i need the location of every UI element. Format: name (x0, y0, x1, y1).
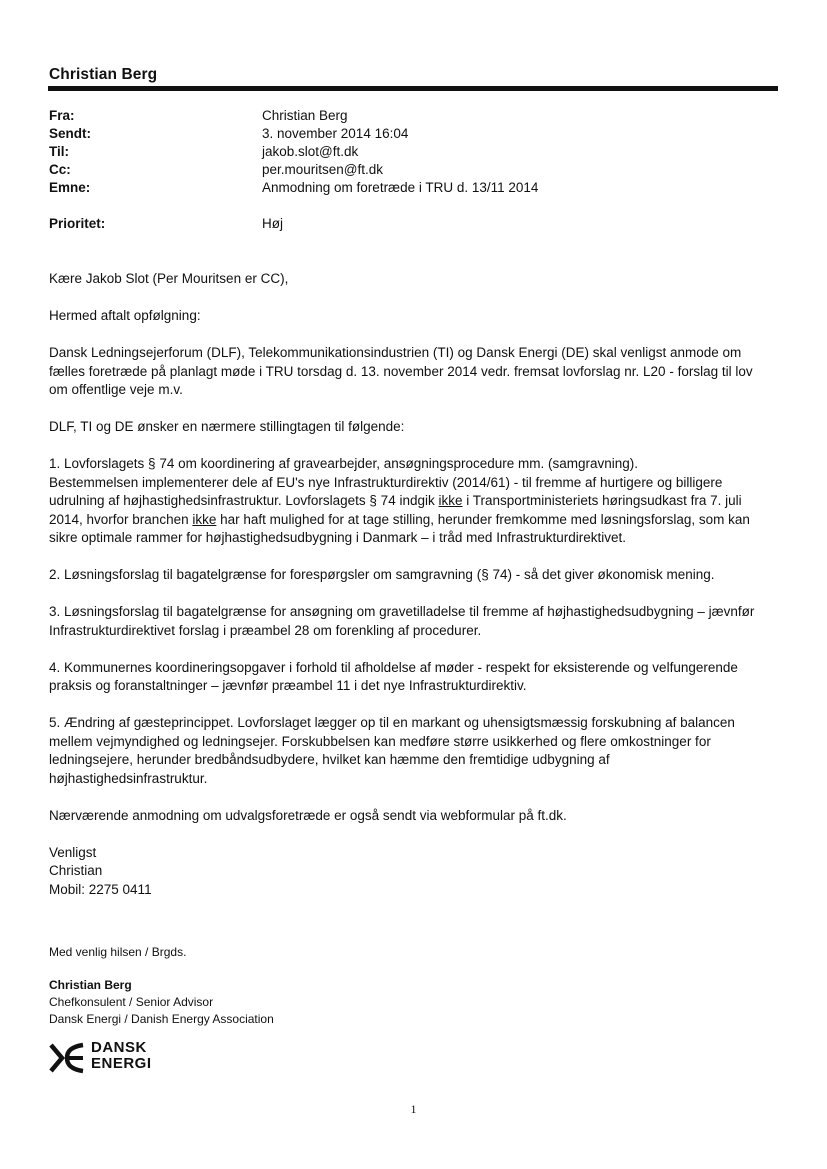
cc-label: Cc: (49, 162, 71, 177)
sent-value: 3. november 2014 16:04 (262, 126, 409, 141)
logo-wordmark (91, 1040, 152, 1072)
header-priority (49, 215, 769, 233)
to-label: Til: (49, 144, 69, 159)
header-cc (49, 161, 769, 179)
from-label: Fra: (49, 108, 75, 123)
priority-value: Høj (262, 216, 283, 231)
signature-title: Chefkonsulent / Senior Advisor (49, 995, 214, 1009)
point-3: 3. Løsningsforslag til bagatelgrænse for ansøgning om gravetilladelse til fremme af højhastighedsudbygning – jævnfør Infrastrukturdirektivet forslag i præambel 28 om forenkling af procedurer. (49, 604, 755, 638)
request-paragraph: Dansk Ledningsejerforum (DLF), Telekommunikationsindustrien (TI) og Dansk Energi (DE) skal venligst anmode om fælles foretræde på planlagt møde i TRU torsdag d. 13. november 2014 vedr. fremsat lovforslag nr. L20 - forslag til lov om offentlige veje m.v. (49, 345, 753, 397)
email-body (49, 270, 769, 899)
header-sent (49, 125, 769, 143)
point-1-underlined-1: ikke (438, 493, 463, 508)
point-1-underlined-2: ikke (192, 511, 217, 527)
signature-name: Christian Berg (49, 978, 132, 992)
wish-line: DLF, TI og DE ønsker en nærmere stillingtagen til følgende: (49, 419, 405, 434)
closing-word: Venligst (49, 844, 97, 860)
closing-name: Christian (49, 863, 103, 878)
logo-line-2: ENERGI (91, 1055, 152, 1072)
page-number: 1 (410, 1102, 417, 1116)
header-subject (49, 179, 769, 197)
subject-value: Anmodning om foretræde i TRU d. 13/11 2014 (262, 180, 539, 195)
cc-value: per.mouritsen@ft.dk (262, 162, 384, 177)
sender-title: Christian Berg (49, 66, 158, 83)
from-value: Christian Berg (262, 108, 348, 123)
closing-block (49, 844, 769, 900)
email-signature (49, 944, 274, 1028)
email-headers (49, 107, 769, 233)
priority-label: Prioritet: (49, 216, 106, 231)
subject-label: Emne: (49, 180, 91, 195)
dansk-energi-logo (49, 1040, 169, 1076)
webform-note: Nærværende anmodning om udvalgsforetræde er også sendt via webformular på ft.dk. (49, 807, 567, 823)
signature-greeting: Med venlig hilsen / Brgds. (49, 945, 187, 959)
header-from (49, 107, 769, 125)
point-4: 4. Kommunernes koordineringsopgaver i forhold til afholdelse af møder - respekt for eksisterende og velfungerende praksis og foranstaltninger – jævnfør præambel 11 i det nye Infrastrukturdirektiv. (49, 659, 738, 693)
signature-organization: Dansk Energi / Danish Energy Association (49, 1012, 274, 1026)
header-to (49, 143, 769, 161)
dansk-energi-logo-icon (49, 1042, 85, 1074)
logo-line-1: DANSK (91, 1039, 147, 1056)
point-5: 5. Ændring af gæsteprincippet. Lovforslaget lægger op til en markant og uhensigtsmæssig forskubning af balancen mellem vejmyndighed og ledningsejer. Forskubbelsen kan medføre større usikkerhed og flere omkostninger for ledningsejere, herunder bredbåndsudbydere, hvilket kan hæmme den fremtidige udbygning af højhastighedsinfrastruktur. (49, 715, 735, 786)
point-1-text-b: i Transportministeriets høringsudkast fra 7. juli 2014, hvorfor branchen (49, 493, 742, 527)
point-1 (49, 455, 769, 548)
salutation: Kære Jakob Slot (Per Mouritsen er CC), (49, 271, 289, 286)
mobile-number: Mobil: 2275 0411 (49, 881, 152, 897)
point-2: 2. Løsningsforslag til bagatelgrænse for forespørgsler om samgravning (§ 74) - så det giver økonomisk mening. (49, 567, 715, 582)
intro-line: Hermed aftalt opfølgning: (49, 308, 201, 323)
point-1-heading: 1. Lovforslagets § 74 om koordinering af gravearbejder, ansøgningsprocedure mm. (samgravning). (49, 456, 639, 471)
to-value: jakob.slot@ft.dk (262, 144, 359, 159)
title-rule (48, 86, 778, 91)
point-1-text-c: har haft mulighed for at tage stilling, herunder fremkomme med løsningsforslag, som kan sikre optimale rammer for højhastighedsudbygning i Danmark – i tråd med Infrastrukturdirektivet. (49, 511, 750, 545)
sent-label: Sendt: (49, 126, 91, 141)
point-1-text-a: Bestemmelsen implementerer dele af EU's nye Infrastrukturdirektiv (2014/61) - til fremme af hurtigere og billigere udrulning af højhastighedsinfrastruktur. Lovforslagets § 74 indgik (49, 474, 723, 508)
